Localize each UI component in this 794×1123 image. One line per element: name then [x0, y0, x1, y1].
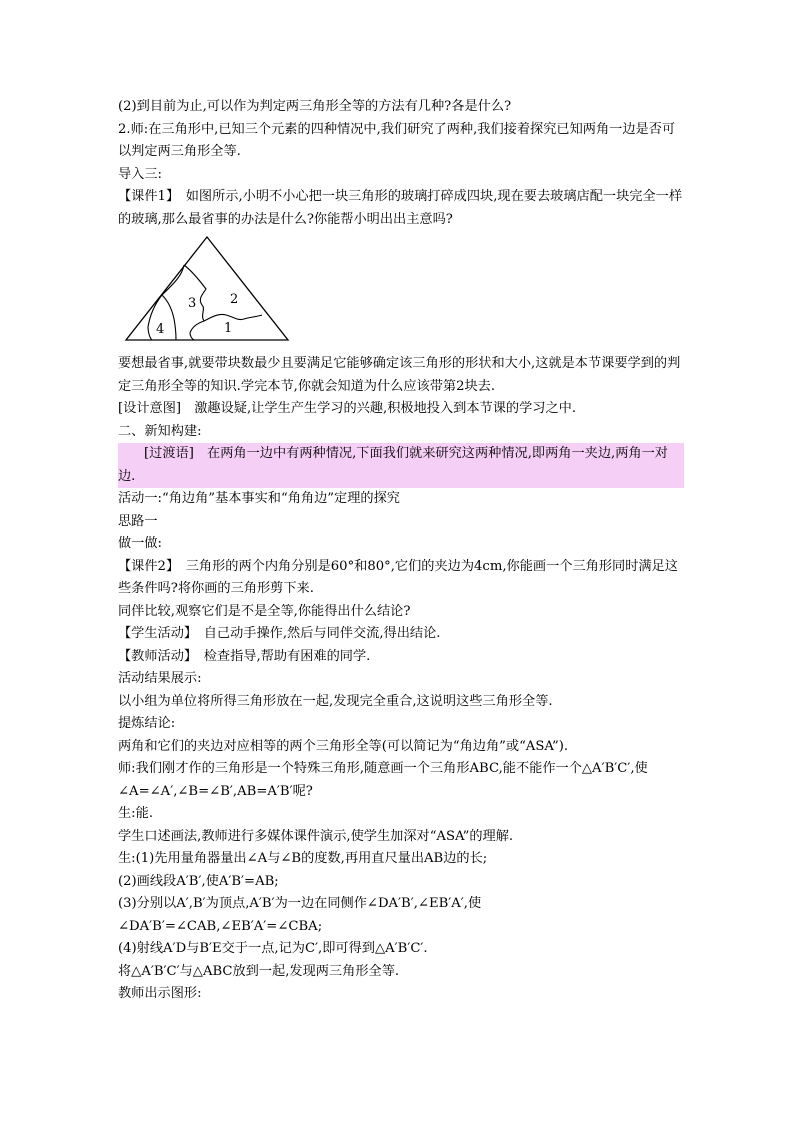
broken-glass-triangle-figure	[122, 235, 322, 347]
text-line: 提炼结论:	[118, 716, 176, 731]
text-line: [设计意图] 激趣设疑,让学生产生学习的兴趣,积极地投入到本节课的学习之中.	[118, 401, 577, 416]
text-line: 两角和它们的夹边对应相等的两个三角形全等(可以简记为“角边角”或“ASA”).	[118, 738, 569, 754]
text-line: (3)分别以A′,B′为顶点,A′B′为一边在同侧作∠DA′B′,∠EB′A′,使∠DA′B′=∠CAB,∠EB′A′=∠CBA;	[118, 896, 482, 934]
text-line: 做一做:	[118, 536, 163, 551]
piece-label-2: 2	[230, 292, 239, 307]
text-line: 以小组为单位将所得三角形放在一起,发现完全重合,这说明这些三角形全等.	[118, 693, 553, 709]
highlighted-transition-text: [过渡语] 在两角一边中有两种情况,下面我们就来研究这两种情况,即两角一夹边,两角一对边.	[118, 443, 684, 488]
text-line: 【学生活动】 自己动手操作,然后与同伴交流,得出结论.	[118, 626, 441, 641]
text-line: 【课件1】 如图所示,小明不小心把一块三角形的玻璃打碎成四块,现在要去玻璃店配一块完全一样的玻璃,那么最省事的办法是什么?你能帮小明出出主意吗?	[118, 189, 683, 227]
crack-line	[204, 314, 262, 321]
text-line: 生:能.	[118, 806, 154, 821]
text-line: 【课件2】 三角形的两个内角分别是60°和80°,它们的夹边为4cm,你能画一个三角形同时满足这些条件吗?将你画的三角形剪下来.	[118, 558, 678, 596]
text-line: 【教师活动】 检查指导,帮助有困难的同学.	[118, 648, 371, 664]
text-line: 教师出示图形:	[118, 986, 202, 1001]
text-line: 活动结果展示:	[118, 671, 202, 686]
text-line: 思路一	[118, 513, 158, 529]
text-line: 将△A′B′C′与△ABC放到一起,发现两三角形全等.	[118, 963, 400, 979]
text-line: 师:我们刚才作的三角形是一个特殊三角形,随意画一个三角形ABC,能不能作一个△A′B′C′,使∠A=∠A′,∠B=∠B′,AB=A′B′呢?	[118, 761, 648, 799]
triangle-diagram	[122, 235, 292, 345]
section-heading: 二、新知构建:	[118, 423, 202, 439]
text-line: 学生口述画法,教师进行多媒体课件演示,使学生加深对“ASA”的理解.	[118, 828, 514, 844]
activity-heading: 活动一:“角边角”基本事实和“角角边”定理的探究	[118, 491, 400, 506]
text-line: 2.师:在三角形中,已知三个元素的四种情况中,我们研究了两种,我们接着探究已知两角一边是否可以判定两三角形全等.	[118, 121, 676, 159]
piece-label-1: 1	[224, 321, 233, 336]
crack-line	[148, 265, 184, 340]
text-line: 同伴比较,观察它们是不是全等,你能得出什么结论?	[118, 603, 411, 619]
text-line: 要想最省事,就要带块数最少且要满足它能够确定该三角形的形状和大小,这就是本节课要学到的判定三角形全等的知识.学完本节,你就会知道为什么应该带第2块去.	[118, 356, 681, 394]
text-line: 导入三:	[118, 166, 163, 182]
text-line: (2)到目前为止,可以作为判定两三角形全等的方法有几种?各是什么?	[118, 99, 512, 114]
triangle-outline	[126, 237, 288, 340]
text-line: (2)画线段A′B′,使A′B′=AB;	[118, 873, 279, 889]
text-line: (4)射线A′D与B′E交于一点,记为C′,即可得到△A′B′C′.	[118, 941, 428, 956]
text-line: 生:(1)先用量角器量出∠A与∠B的度数,再用直尺量出AB边的长;	[118, 851, 488, 866]
document-page	[118, 96, 684, 1006]
piece-label-4: 4	[156, 322, 165, 337]
piece-label-3: 3	[188, 296, 197, 311]
